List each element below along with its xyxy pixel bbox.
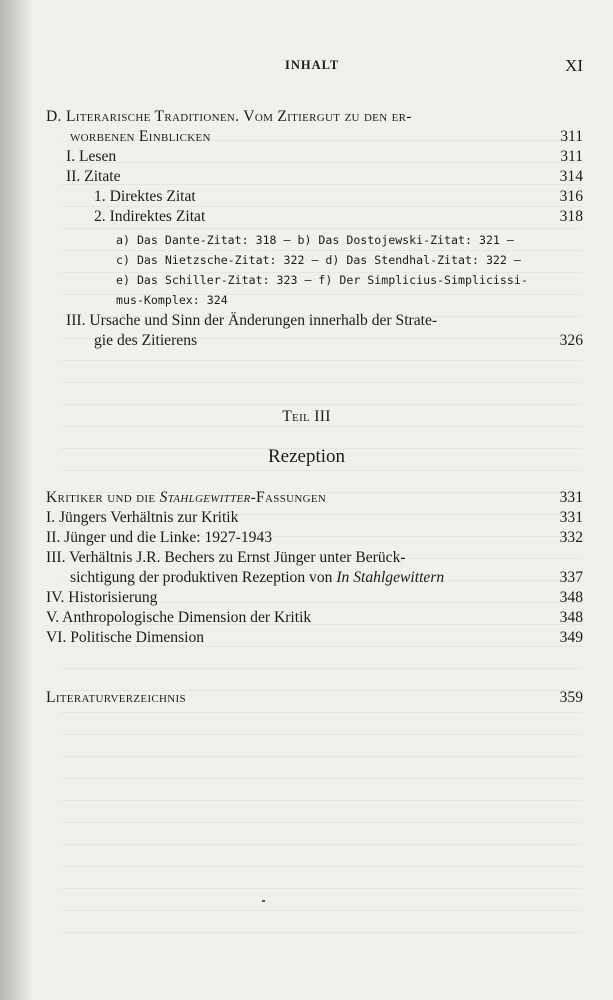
toc-page-indirektes-zitat: 318 — [559, 208, 583, 225]
part-title: Rezeption — [267, 446, 346, 467]
toc-entry-literaturverzeichnis: Literaturverzeichnis — [46, 689, 186, 706]
part3-heading-prefix: Kritiker und die — [46, 489, 160, 506]
toc-entry-becher-line2 — [70, 568, 444, 588]
toc-page-literaturverzeichnis: 359 — [559, 689, 583, 706]
toc-entry-ursache-line2: gie des Zitierens — [94, 332, 198, 349]
toc-page-ursache: 326 — [559, 332, 583, 349]
running-header-title: INHALT — [285, 58, 340, 72]
section-d-title-line1: D. Literarische Traditionen. Vom Zitiergut zu den er- — [46, 108, 412, 125]
part-label: Teil III — [282, 408, 331, 425]
toc-subentry-line3: e) Das Schiller-Zitat: 323 – f) Der Simplicius-Simplicissi- — [116, 273, 528, 287]
toc-page-lesen: 311 — [560, 148, 583, 165]
section-d-page: 311 — [560, 128, 583, 145]
paper-speck — [262, 900, 265, 902]
toc-page-kritik: 331 — [559, 509, 583, 526]
toc-page-zitate: 314 — [559, 168, 583, 185]
toc-entry-politische: VI. Politische Dimension — [46, 629, 205, 646]
section-d-title-line2: worbenen Einblicken — [70, 128, 211, 145]
part3-heading-suffix: -Fassungen — [250, 489, 327, 506]
toc-entry-becher-line2-prefix: sichtigung der produktiven Rezeption von — [70, 569, 337, 586]
toc-entry-historisierung: IV. Historisierung — [46, 589, 158, 606]
toc-page-historisierung: 348 — [559, 589, 583, 606]
toc-page-linke: 332 — [559, 529, 583, 546]
toc-subentry-line4: mus-Komplex: 324 — [116, 293, 228, 307]
toc-entry-direktes-zitat: 1. Direktes Zitat — [94, 188, 196, 205]
toc-entry-anthropologische: V. Anthropologische Dimension der Kritik — [46, 609, 312, 626]
running-header-page-number: XI — [565, 56, 583, 75]
toc-entry-ursache-line1: III. Ursache und Sinn der Änderungen innerhalb der Strate- — [66, 312, 438, 329]
toc-subentry-line1: a) Das Dante-Zitat: 318 – b) Das Dostojewski-Zitat: 321 – — [116, 233, 514, 247]
toc-page-politische: 349 — [559, 629, 583, 646]
toc-subentry-line2: c) Das Nietzsche-Zitat: 322 – d) Das Stendhal-Zitat: 322 – — [116, 253, 521, 267]
toc-entry-becher-line2-italic: In Stahlgewittern — [336, 569, 445, 586]
toc-entry-lesen: I. Lesen — [66, 148, 117, 165]
part3-heading-page: 331 — [559, 489, 583, 506]
toc-entry-becher-line1: III. Verhältnis J.R. Bechers zu Ernst Jünger unter Berück- — [46, 549, 406, 566]
toc-entry-linke: II. Jünger und die Linke: 1927-1943 — [46, 529, 273, 546]
toc-page-anthropologische: 348 — [559, 609, 583, 626]
page-spine-shadow — [0, 0, 34, 1000]
toc-page-direktes-zitat: 316 — [559, 188, 583, 205]
toc-entry-indirektes-zitat: 2. Indirektes Zitat — [94, 208, 206, 225]
toc-page-becher: 337 — [559, 569, 583, 586]
toc-entry-zitate: II. Zitate — [66, 168, 121, 185]
part3-heading — [46, 488, 326, 508]
toc-entry-kritik: I. Jüngers Verhältnis zur Kritik — [46, 509, 239, 526]
part3-heading-italic: Stahlgewitter — [159, 489, 251, 506]
